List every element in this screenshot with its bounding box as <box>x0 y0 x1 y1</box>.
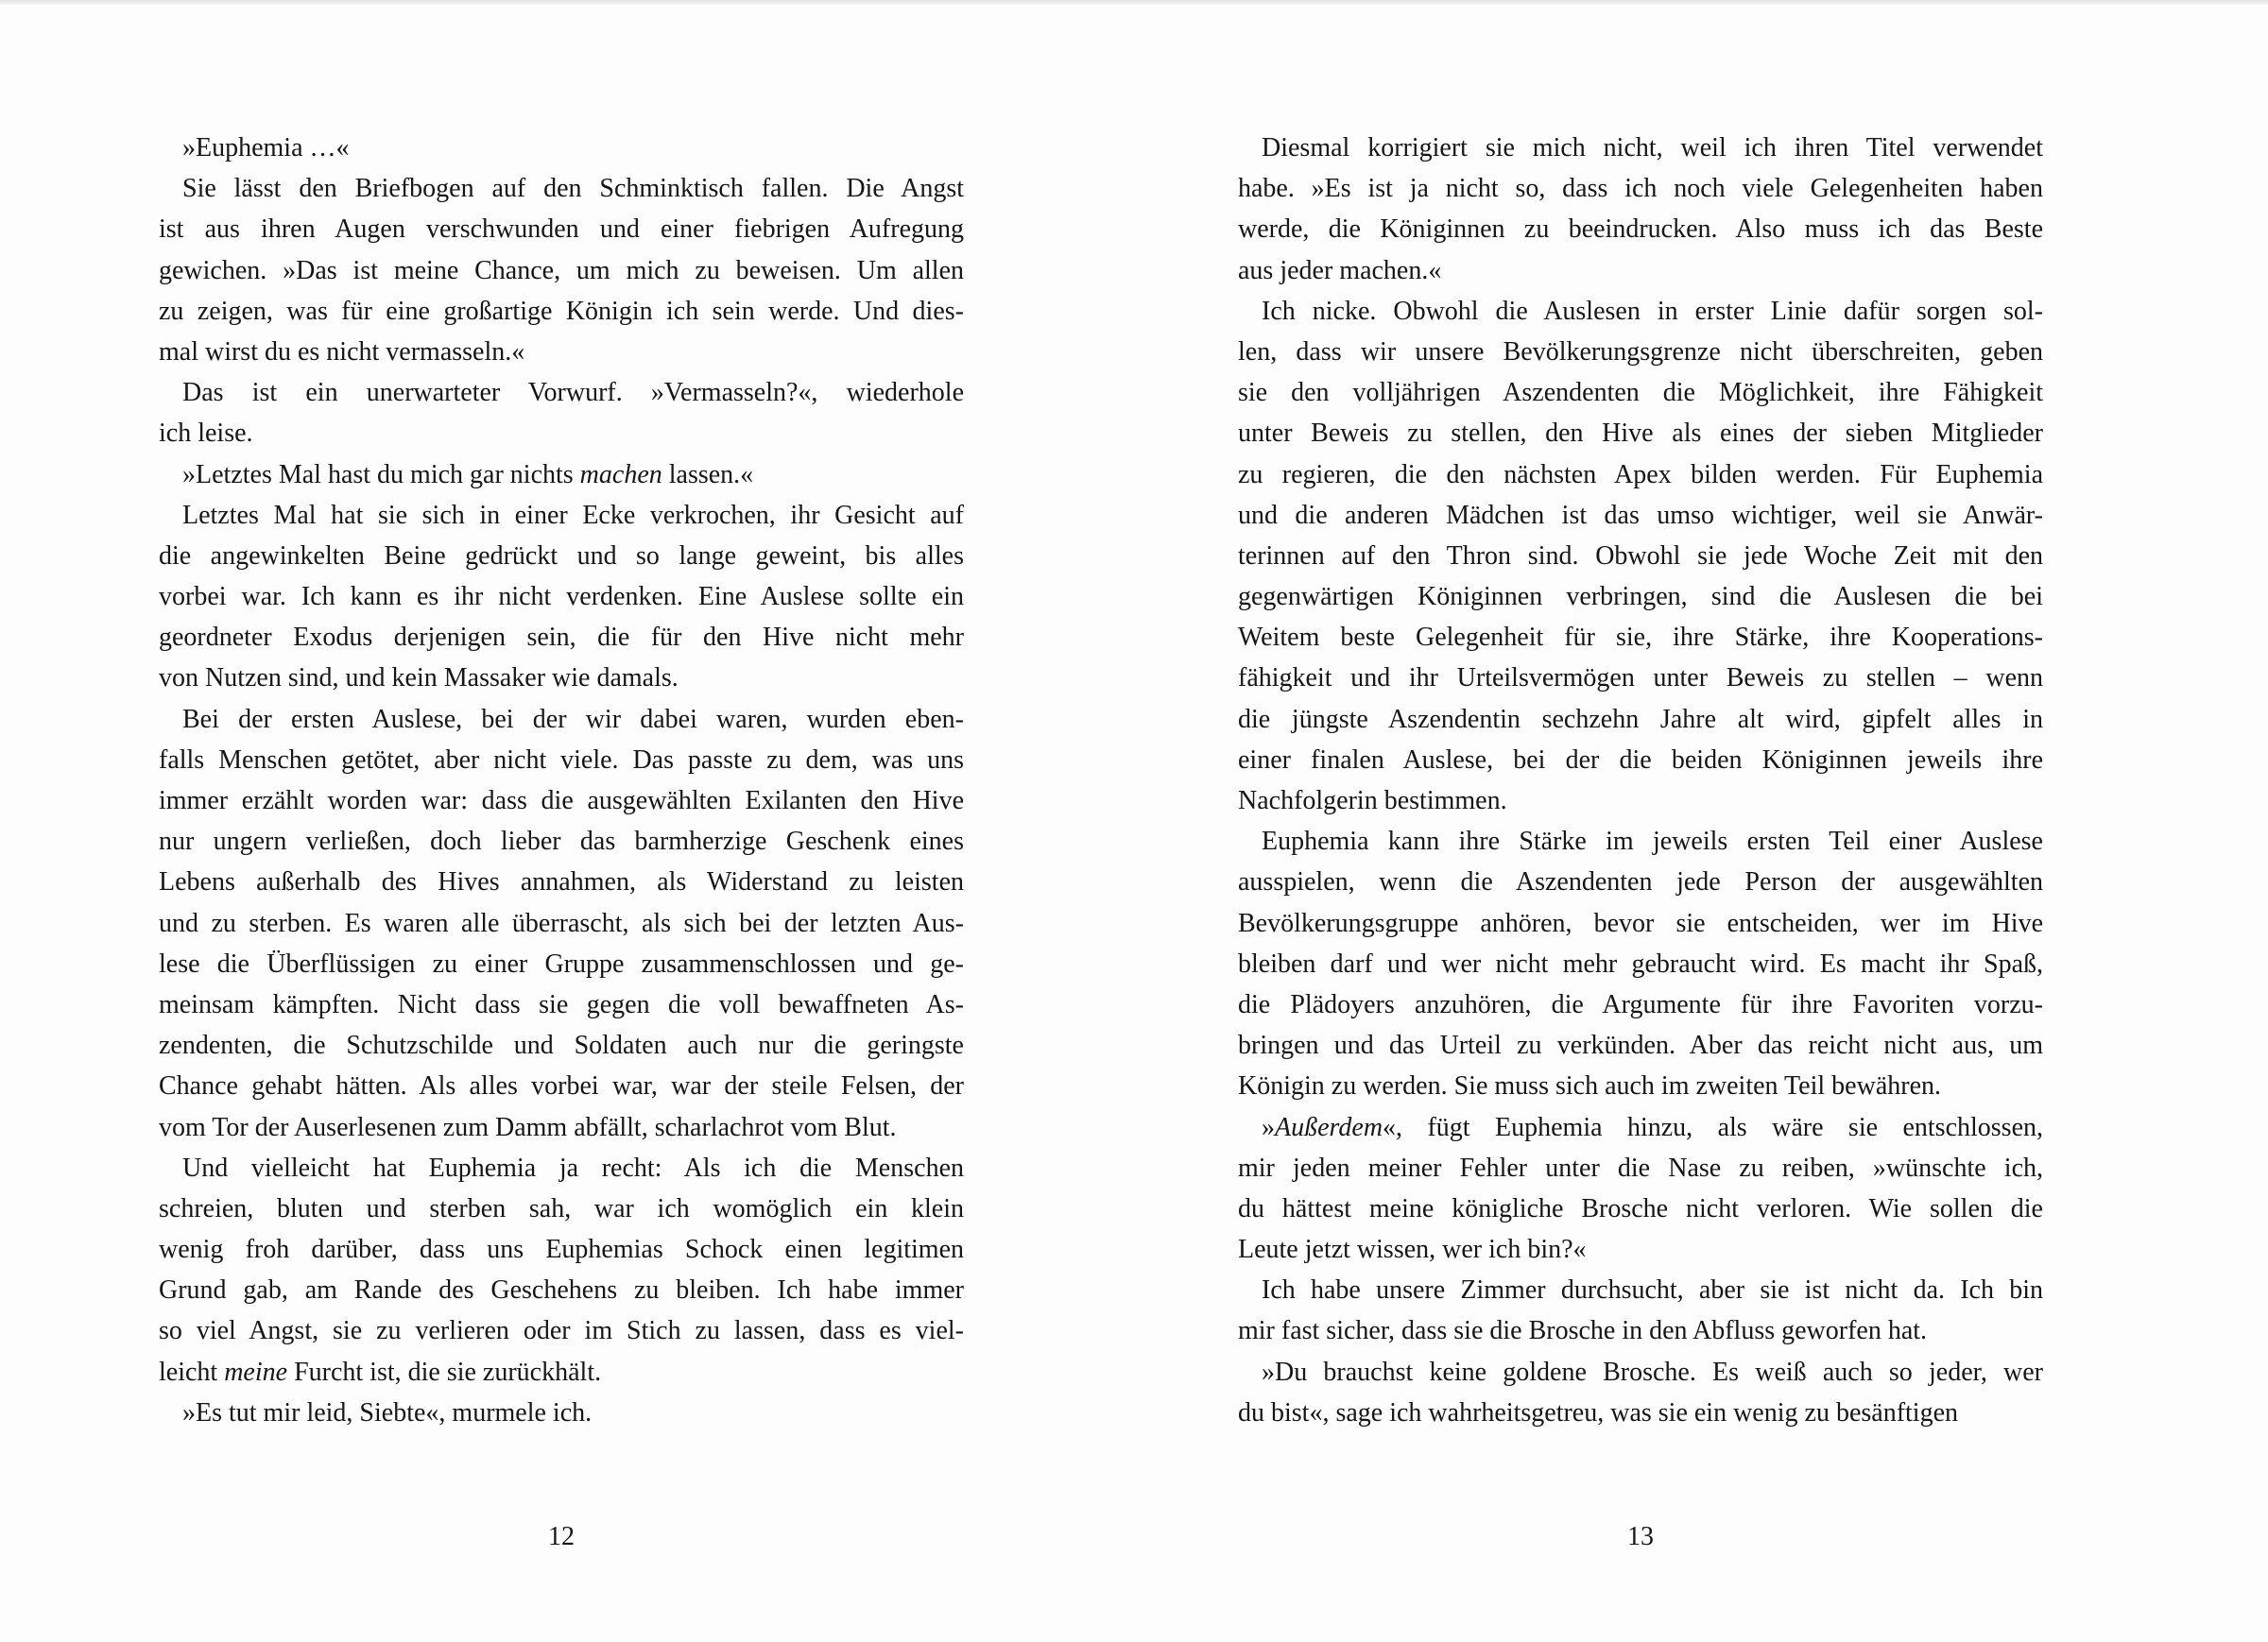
text-line: vorbei war. Ich kann es ihr nicht verdenken. Eine Auslese sollte ein <box>159 582 964 612</box>
text-line: die jüngste Aszendentin sechzehn Jahre alt wird, gipfelt alles in <box>1238 704 2043 734</box>
text-line: habe. »Es ist ja nicht so, dass ich noch viele Gelegenheiten haben <box>1238 174 2043 204</box>
text-line: ausspielen, wenn die Aszendenten jede Person der ausgewählten <box>1238 867 2043 898</box>
page-right-text-block <box>1238 128 2043 1433</box>
text-line: gewichen. »Das ist meine Chance, um mich zu beweisen. Um allen <box>159 255 964 285</box>
text-line: falls Menschen getötet, aber nicht viele. Das passte zu dem, was uns <box>159 744 964 775</box>
text-line: Bevölkerungsgruppe anhören, bevor sie entscheiden, wer im Hive <box>1238 908 2043 938</box>
text-line: mir fast sicher, dass sie die Brosche in den Abfluss geworfen hat. <box>1238 1316 1928 1346</box>
text-line: Und vielleicht hat Euphemia ja recht: Als ich die Menschen <box>182 1153 964 1183</box>
text-line: bleiben darf und wer nicht mehr gebraucht wird. Es macht ihr Spaß, <box>1238 949 2043 979</box>
text-line: nur ungern verließen, doch lieber das barmherzige Geschenk eines <box>159 827 964 857</box>
page-number-left: 12 <box>548 1522 575 1551</box>
text-line: und die anderen Mädchen ist das umso wichtiger, weil sie Anwär- <box>1238 500 2043 530</box>
text-line: sie den volljährigen Aszendenten die Möglichkeit, ihre Fähigkeit <box>1238 378 2043 408</box>
paragraph <box>1238 1352 2043 1433</box>
text-line: »Es tut mir leid, Siebte«, murmele ich. <box>182 1397 593 1428</box>
text-line: Euphemia kann ihre Stärke im jeweils ersten Teil einer Auslese <box>1262 827 2043 857</box>
text-line: Bei der ersten Auslese, bei der wir dabei waren, wurden eben- <box>182 704 964 734</box>
paragraph <box>1238 1270 2043 1351</box>
text-line: Leute jetzt wissen, wer ich bin?« <box>1238 1235 1587 1265</box>
text-line: vom Tor der Auserlesenen zum Damm abfällt, scharlachrot vom Blut. <box>159 1112 897 1142</box>
text-line: Chance gehabt hätten. Als alles vorbei war, war der steile Felsen, der <box>159 1071 964 1102</box>
page-number-right: 13 <box>1627 1522 1654 1551</box>
text-line: und zu sterben. Es waren alle überrascht, als sich bei der letzten Aus- <box>159 908 964 938</box>
text-line: du hättest meine königliche Brosche nicht verloren. Wie sollen die <box>1238 1193 2043 1223</box>
text-line: die Plädoyers anzuhören, die Argumente für ihre Favoriten vorzu- <box>1238 989 2043 1019</box>
paragraph <box>1238 1107 2043 1271</box>
text-line: Nachfolgerin bestimmen. <box>1238 786 1507 815</box>
text-line: »Euphemia …« <box>182 133 350 162</box>
paragraph <box>1238 821 2043 1106</box>
paragraph <box>1238 128 2043 291</box>
text-line: fähigkeit und ihr Urteilsvermögen unter Beweis zu stellen – wenn <box>1238 663 2043 693</box>
paragraph <box>1238 291 2043 821</box>
text-line: Das ist ein unerwarteter Vorwurf. »Vermasseln?«, wiederhole <box>182 378 964 408</box>
text-line: mal wirst du es nicht vermasseln.« <box>159 336 525 367</box>
text-line: terinnen auf den Thron sind. Obwohl sie jede Woche Zeit mit den <box>1238 540 2043 571</box>
text-line: »Letztes Mal hast du mich gar nichts machen lassen.« <box>182 459 754 489</box>
text-line: von Nutzen sind, und kein Massaker wie damals. <box>159 663 679 693</box>
text-line: wenig froh darüber, dass uns Euphemias Schock einen legitimen <box>159 1235 964 1265</box>
text-line: mir jeden meiner Fehler unter die Nase zu reiben, »wünschte ich, <box>1238 1153 2043 1183</box>
text-line: Sie lässt den Briefbogen auf den Schminktisch fallen. Die Angst <box>182 174 964 204</box>
text-line: gegenwärtigen Königinnen verbringen, sind die Auslesen die bei <box>1238 582 2043 612</box>
text-line: bringen und das Urteil zu verkünden. Aber das reicht nicht aus, um <box>1238 1031 2043 1061</box>
text-line: »Du brauchst keine goldene Brosche. Es weiß auch so jeder, wer <box>1262 1357 2043 1387</box>
text-line: Königin zu werden. Sie muss sich auch im zweiten Teil bewähren. <box>1238 1071 1941 1102</box>
text-line: zu zeigen, was für eine großartige Königin ich sein werde. Und dies- <box>159 296 964 326</box>
text-line: ist aus ihren Augen verschwunden und einer fiebrigen Aufregung <box>159 214 964 245</box>
text-line: du bist«, sage ich wahrheitsgetreu, was sie ein wenig zu besänftigen <box>1238 1397 1959 1428</box>
text-line: Lebens außerhalb des Hives annahmen, als Widerstand zu leisten <box>159 867 964 898</box>
text-line: werde, die Königinnen zu beeindrucken. Also muss ich das Beste <box>1238 214 2043 245</box>
text-line: einer finalen Auslese, bei der die beiden Königinnen jeweils ihre <box>1238 744 2043 775</box>
text-line: Diesmal korrigiert sie mich nicht, weil ich ihren Titel verwendet <box>1262 133 2043 162</box>
text-line: zu regieren, die den nächsten Apex bilden werden. Für Euphemia <box>1238 459 2043 489</box>
text-line: ich leise. <box>159 419 253 449</box>
text-line: aus jeder machen.« <box>1238 255 1442 285</box>
text-line: lese die Überflüssigen zu einer Gruppe zusammenschlossen und ge- <box>159 949 964 979</box>
text-line: Weitem beste Gelegenheit für sie, ihre Stärke, ihre Kooperations- <box>1238 623 2043 653</box>
text-line: len, dass wir unsere Bevölkerungsgrenze nicht überschreiten, geben <box>1238 336 2043 367</box>
text-line: »Außerdem«, fügt Euphemia hinzu, als wäre sie entschlossen, <box>1262 1112 2043 1142</box>
text-line: zendenten, die Schutzschilde und Soldaten auch nur die geringste <box>159 1031 964 1061</box>
text-line: unter Beweis zu stellen, den Hive als eines der sieben Mitglieder <box>1238 419 2043 449</box>
text-line: immer erzählt worden war: dass die ausgewählten Exilanten den Hive <box>159 786 964 815</box>
text-line: meinsam kämpften. Nicht dass sie gegen die voll bewaffneten As- <box>159 989 964 1019</box>
text-line: Grund gab, am Rande des Geschehens zu bleiben. Ich habe immer <box>159 1275 964 1306</box>
text-line: Ich nicke. Obwohl die Auslesen in erster Linie dafür sorgen sol- <box>1262 296 2043 326</box>
text-line: geordneter Exodus derjenigen sein, die für den Hive nicht mehr <box>159 623 964 653</box>
text-line: Ich habe unsere Zimmer durchsucht, aber sie ist nicht da. Ich bin <box>1262 1275 2043 1306</box>
text-line: leicht meine Furcht ist, die sie zurückhält. <box>159 1357 602 1387</box>
text-line: die angewinkelten Beine gedrückt und so lange geweint, bis alles <box>159 540 964 571</box>
text-line: so viel Angst, sie zu verlieren oder im Stich zu lassen, dass es viel- <box>159 1316 964 1346</box>
text-line: schreien, bluten und sterben sah, war ich womöglich ein klein <box>159 1193 964 1223</box>
text-line: Letztes Mal hat sie sich in einer Ecke verkrochen, ihr Gesicht auf <box>182 500 964 530</box>
